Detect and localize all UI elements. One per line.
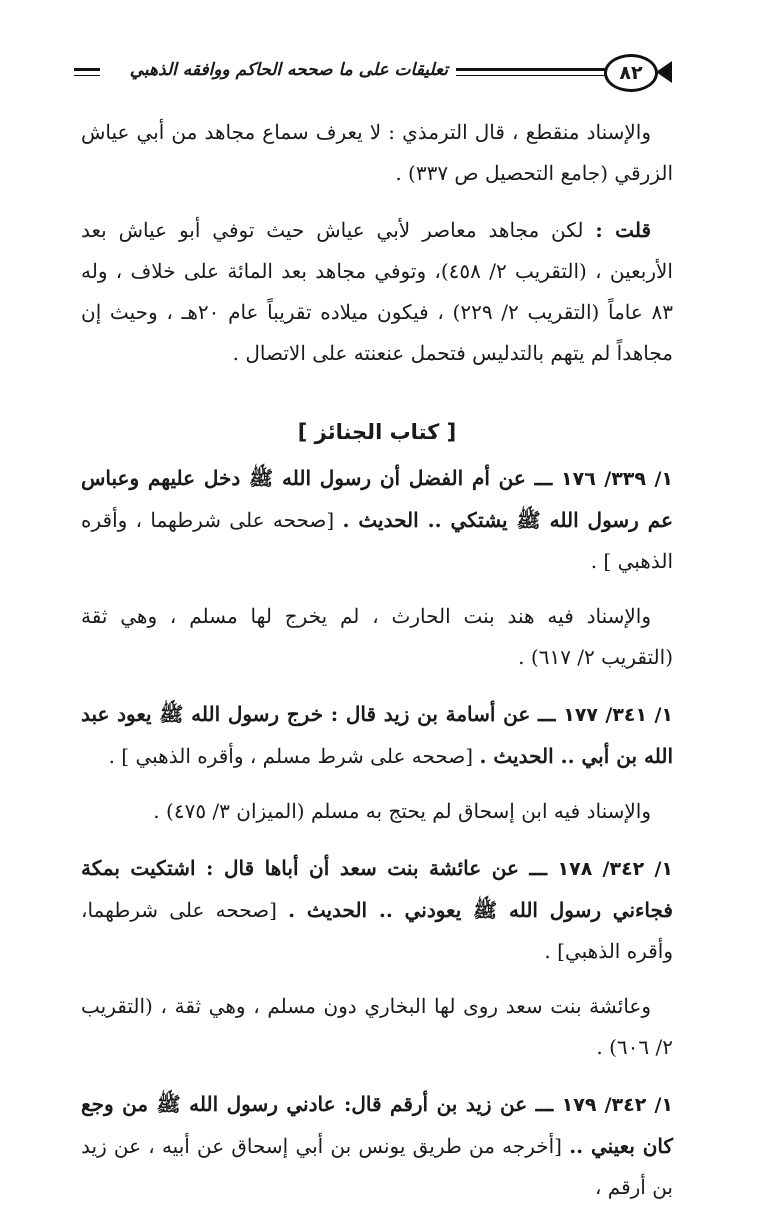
entry-comment: والإسناد فيه ابن إسحاق لم يحتج به مسلم (الميزان ٣/ ٤٧٥) . (153, 799, 651, 823)
page-number-badge: ٨٢ (604, 54, 658, 92)
header-rule-left (74, 68, 100, 71)
paragraph-text: لكن مجاهد معاصر لأبي عياش حيث توفي أبو عياش بعد الأربعين ، (التقريب ٢/ ٤٥٨)، وتوفي مجاهد بعد المائة على خلاف ، وله ٨٣ عاماً (التقريب ٢/ ٢٢٩) ، فيكون ميلاده تقريباً عام ٢٠هـ ، وحيث إن مجاهداً لم يتهم بالتدليس فتحمل عنعنته على الاتصال . (81, 218, 674, 365)
header-rule-left-lower (74, 75, 100, 76)
running-header (70, 52, 670, 96)
entry-number: ١/ ٣٤٢/ ١٧٩ (561, 1094, 673, 1116)
entry-number: ١/ ٣٤١/ ١٧٧ (563, 704, 673, 726)
header-rule-main-lower (456, 75, 606, 76)
section-title-janaiz: [ كتاب الجنائز ] (297, 420, 457, 444)
hadith-entry (81, 694, 673, 777)
page-body (81, 112, 673, 1222)
entry-hadith-text: ـــ عن زيد بن أرقم قال: عادني رسول الله ﷺ من وجع كان بعيني .. (81, 1092, 674, 1158)
hadith-entry (81, 1084, 673, 1208)
entry-comment: والإسناد فيه هند بنت الحارث ، لم يخرج لها مسلم ، وهي ثقة (التقريب ٢/ ٦١٧) . (81, 604, 673, 669)
paragraph-isnad-munqati: والإسناد منقطع ، قال الترمذي : لا يعرف سماع مجاهد من أبي عياش الزرقي (جامع التحصيل ص ٣٣٧) . (81, 120, 673, 185)
header-rule-main (456, 68, 606, 71)
entry-number: ١/ ٣٣٩/ ١٧٦ (561, 468, 673, 490)
hadith-entry (81, 848, 673, 972)
entry-ruling: [صححه على شرطهما ، وأقره الذهبي ] . (81, 508, 673, 573)
paragraph-qultu (81, 210, 673, 374)
entry-number: ١/ ٣٤٢/ ١٧٨ (557, 858, 673, 880)
entry-ruling: [صححه على شرط مسلم ، وأقره الذهبي ] . (108, 744, 480, 768)
entry-ruling: [أخرجه من طريق يونس بن أبي إسحاق عن أبيه ، عن زيد بن أرقم ، (81, 1134, 673, 1199)
entry-ruling: [صححه على شرطهما، وأقره الذهبي] . (81, 898, 673, 963)
paragraph-lead: قلت : (595, 218, 651, 242)
entry-comment: وعائشة بنت سعد روى لها البخاري دون مسلم ، وهي ثقة ، (التقريب ٢/ ٦٠٦) . (81, 994, 673, 1059)
entry-hadith-text: ـــ عن أم الفضل أن رسول الله ﷺ دخل عليهم وعباس عم رسول الله ﷺ يشتكي .. الحديث . (81, 466, 674, 532)
entry-hadith-text: ـــ عن عائشة بنت سعد أن أباها قال : اشتكيت بمكة فجاءني رسول الله ﷺ يعودني .. الحديث . (81, 856, 673, 922)
hadith-entry (81, 458, 673, 582)
entry-hadith-text: ـــ عن أسامة بن زيد قال : خرج رسول الله ﷺ يعود عبد الله بن أبي .. الحديث . (81, 702, 673, 768)
running-title: تعليقات على ما صححه الحاكم ووافقه الذهبي (129, 60, 448, 80)
